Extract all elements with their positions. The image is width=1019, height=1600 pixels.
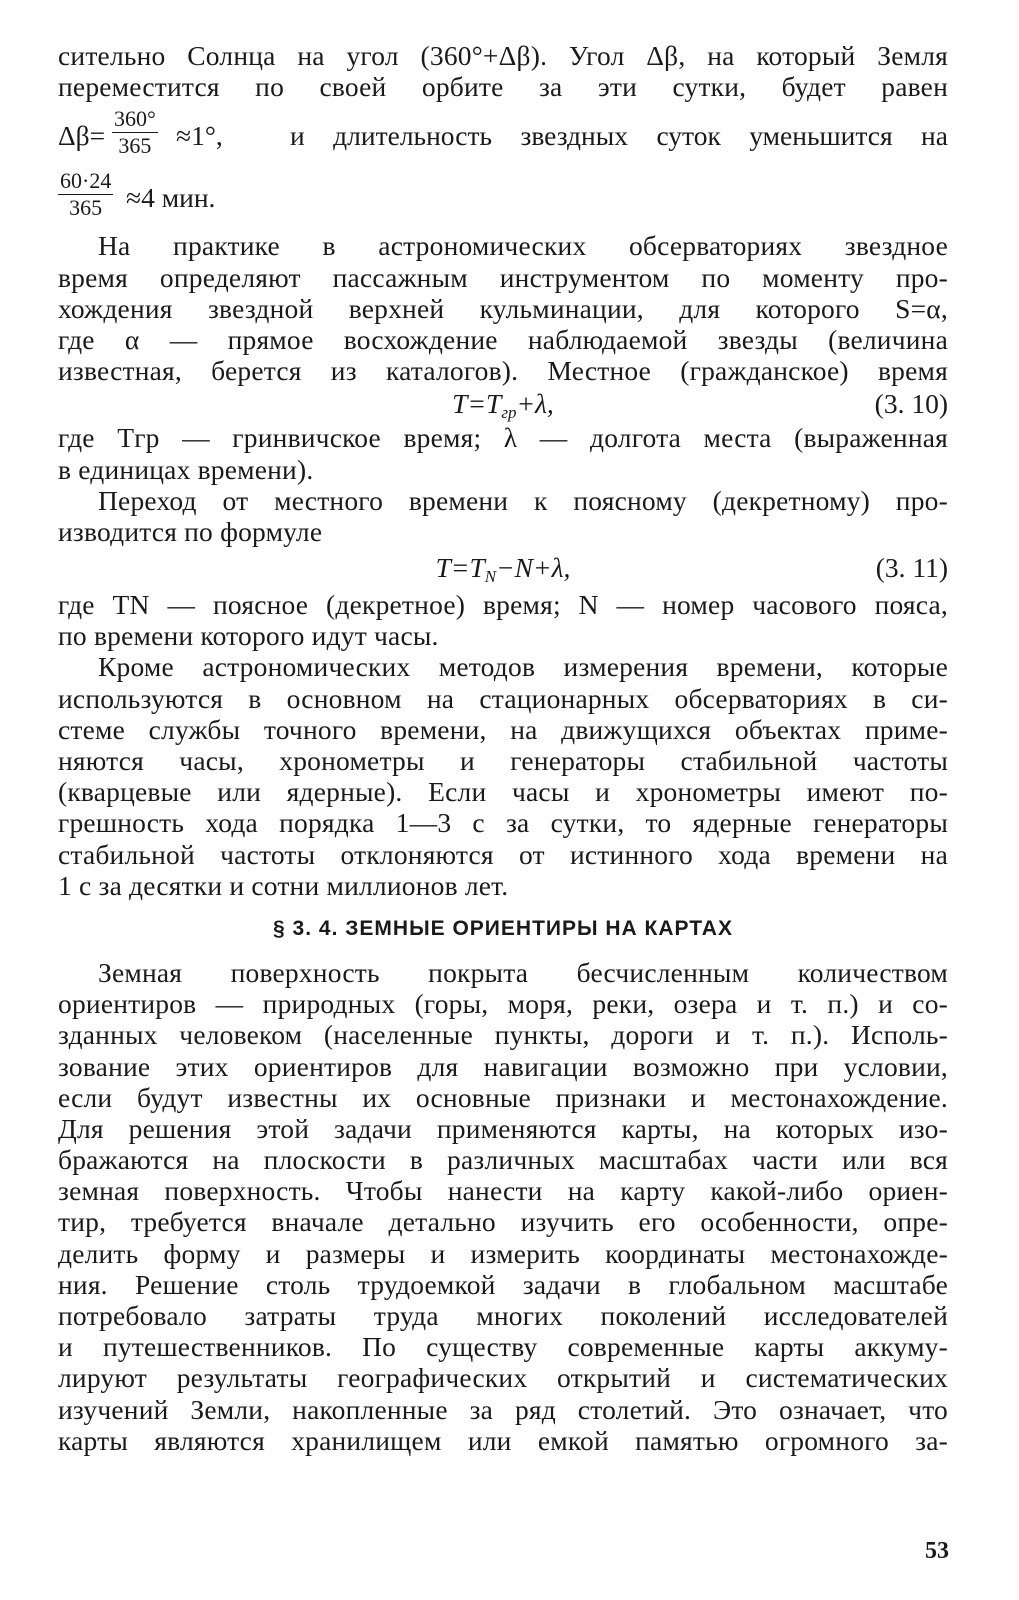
text-line: земная поверхность. Чтобы нанести на карту какой-либо ориен- — [58, 1175, 948, 1207]
text-line: хождения звездной верхней кульминации, для которого S=α, — [58, 292, 948, 324]
text-line: изучений Земли, накопленные за ряд столетий. Это означает, что — [58, 1393, 948, 1425]
formula-minutes — [58, 166, 948, 230]
formula-rhs: ≈4 мин. — [126, 182, 216, 214]
text-line: На практике в астрономических обсерваториях звездное — [98, 230, 948, 262]
text-line: грешность хода порядка 1—3 с за сутки, то ядерные генераторы — [58, 807, 948, 839]
fraction-numerator: 60·24 — [60, 168, 112, 194]
equation-formula: $T=T_{гр}+\lambda$, — [452, 388, 554, 423]
text-line: известная, берется из каталогов). Местное (гражданское) время — [58, 355, 948, 387]
text-line: переместится по своей орбите за эти сутки, будет равен — [58, 71, 948, 103]
text-line: ориентиров — природных (горы, моря, реки, озера и т. п.) и со- — [58, 988, 948, 1020]
equation-number: (3. 11) — [875, 552, 948, 584]
text-line: Переход от местного времени к поясному (декретному) про- — [98, 484, 948, 516]
text-line: и путешественников. По существу современные карты аккуму- — [58, 1331, 948, 1363]
text-line: Для решения этой задачи применяются карты, на которых изо- — [58, 1112, 948, 1144]
equation-3-10 — [58, 386, 948, 422]
text-line: по времени которого идут часы. — [58, 620, 439, 652]
fraction — [58, 168, 113, 221]
text-line: тир, требуется вначале детально изучить его особенности, опре- — [58, 1206, 948, 1238]
text-line: стеме службы точного времени, на движущихся объектах приме- — [58, 713, 948, 745]
text-line: делить форму и размеры и измерить координаты местонахожде- — [58, 1237, 948, 1269]
formula-lhs: Δβ= — [58, 120, 106, 152]
text-line: няются часы, хронометры и генераторы стабильной частоты — [58, 745, 948, 776]
page-body — [58, 40, 948, 1456]
page-number: 53 — [925, 1538, 949, 1564]
section-heading: § 3. 4. ЗЕМНЫЕ ОРИЕНТИРЫ НА КАРТАХ — [273, 916, 733, 940]
text-line: изводится по формуле — [58, 515, 323, 547]
text-line: время определяют пассажным инструментом по моменту про- — [58, 261, 948, 293]
text-line: где TN — поясное (декретное) время; N — номер часового пояса, — [58, 589, 948, 621]
text-line: сительно Солнца на угол (360°+Δβ). Угол Δβ, на который Земля — [58, 40, 948, 71]
fraction — [112, 106, 158, 159]
text-line: зование этих ориентиров для навигации возможно при условии, — [58, 1050, 948, 1082]
formula-delta-beta — [58, 102, 948, 166]
text-line: ния. Решение столь трудоемкой задачи в глобальном масштабе — [58, 1268, 948, 1300]
text-line: потребовало затраты труда многих поколений исследователей — [58, 1300, 948, 1331]
formula-rhs: ≈1°, — [176, 120, 223, 152]
text-line: используются в основном на стационарных обсерваториях в си- — [58, 682, 948, 714]
text-line: лируют результаты географических открытий и систематических — [58, 1362, 948, 1394]
text-line: Земная поверхность покрыта бесчисленным количеством — [98, 956, 948, 988]
text-line: если будут известны их основные признаки и местонахождение. — [58, 1081, 948, 1113]
text-line: стабильной частоты отклоняются от истинного хода времени на — [58, 838, 948, 870]
fraction-denominator: 365 — [69, 195, 103, 221]
equation-3-11 — [58, 547, 948, 589]
text-line: зданных человеком (населенные пункты, дороги и т. п.). Исполь- — [58, 1019, 948, 1051]
text-line: бражаются на плоскости в различных масштабах части или вся — [58, 1144, 948, 1176]
text-line: и длительность звездных суток уменьшится на — [290, 120, 948, 152]
text-line: где Tгр — гринвичское время; λ — долгота места (выраженная — [58, 422, 948, 454]
fraction-denominator: 365 — [118, 133, 152, 159]
text-line: где α — прямое восхождение наблюдаемой звезды (величина — [58, 323, 948, 355]
text-line: в единицах времени). — [58, 453, 314, 485]
equation-number: (3. 10) — [874, 388, 948, 420]
equation-formula: $T=T_N-N+\lambda$, — [435, 552, 571, 587]
text-line: 1 с за десятки и сотни миллионов лет. — [58, 869, 509, 901]
fraction-numerator: 360° — [114, 106, 156, 132]
text-line: (кварцевые или ядерные). Если часы и хронометры имеют по- — [58, 776, 948, 808]
text-line: Кроме астрономических методов измерения времени, которые — [98, 651, 948, 683]
text-line: карты являются хранилищем или емкой памятью огромного за- — [58, 1424, 948, 1456]
